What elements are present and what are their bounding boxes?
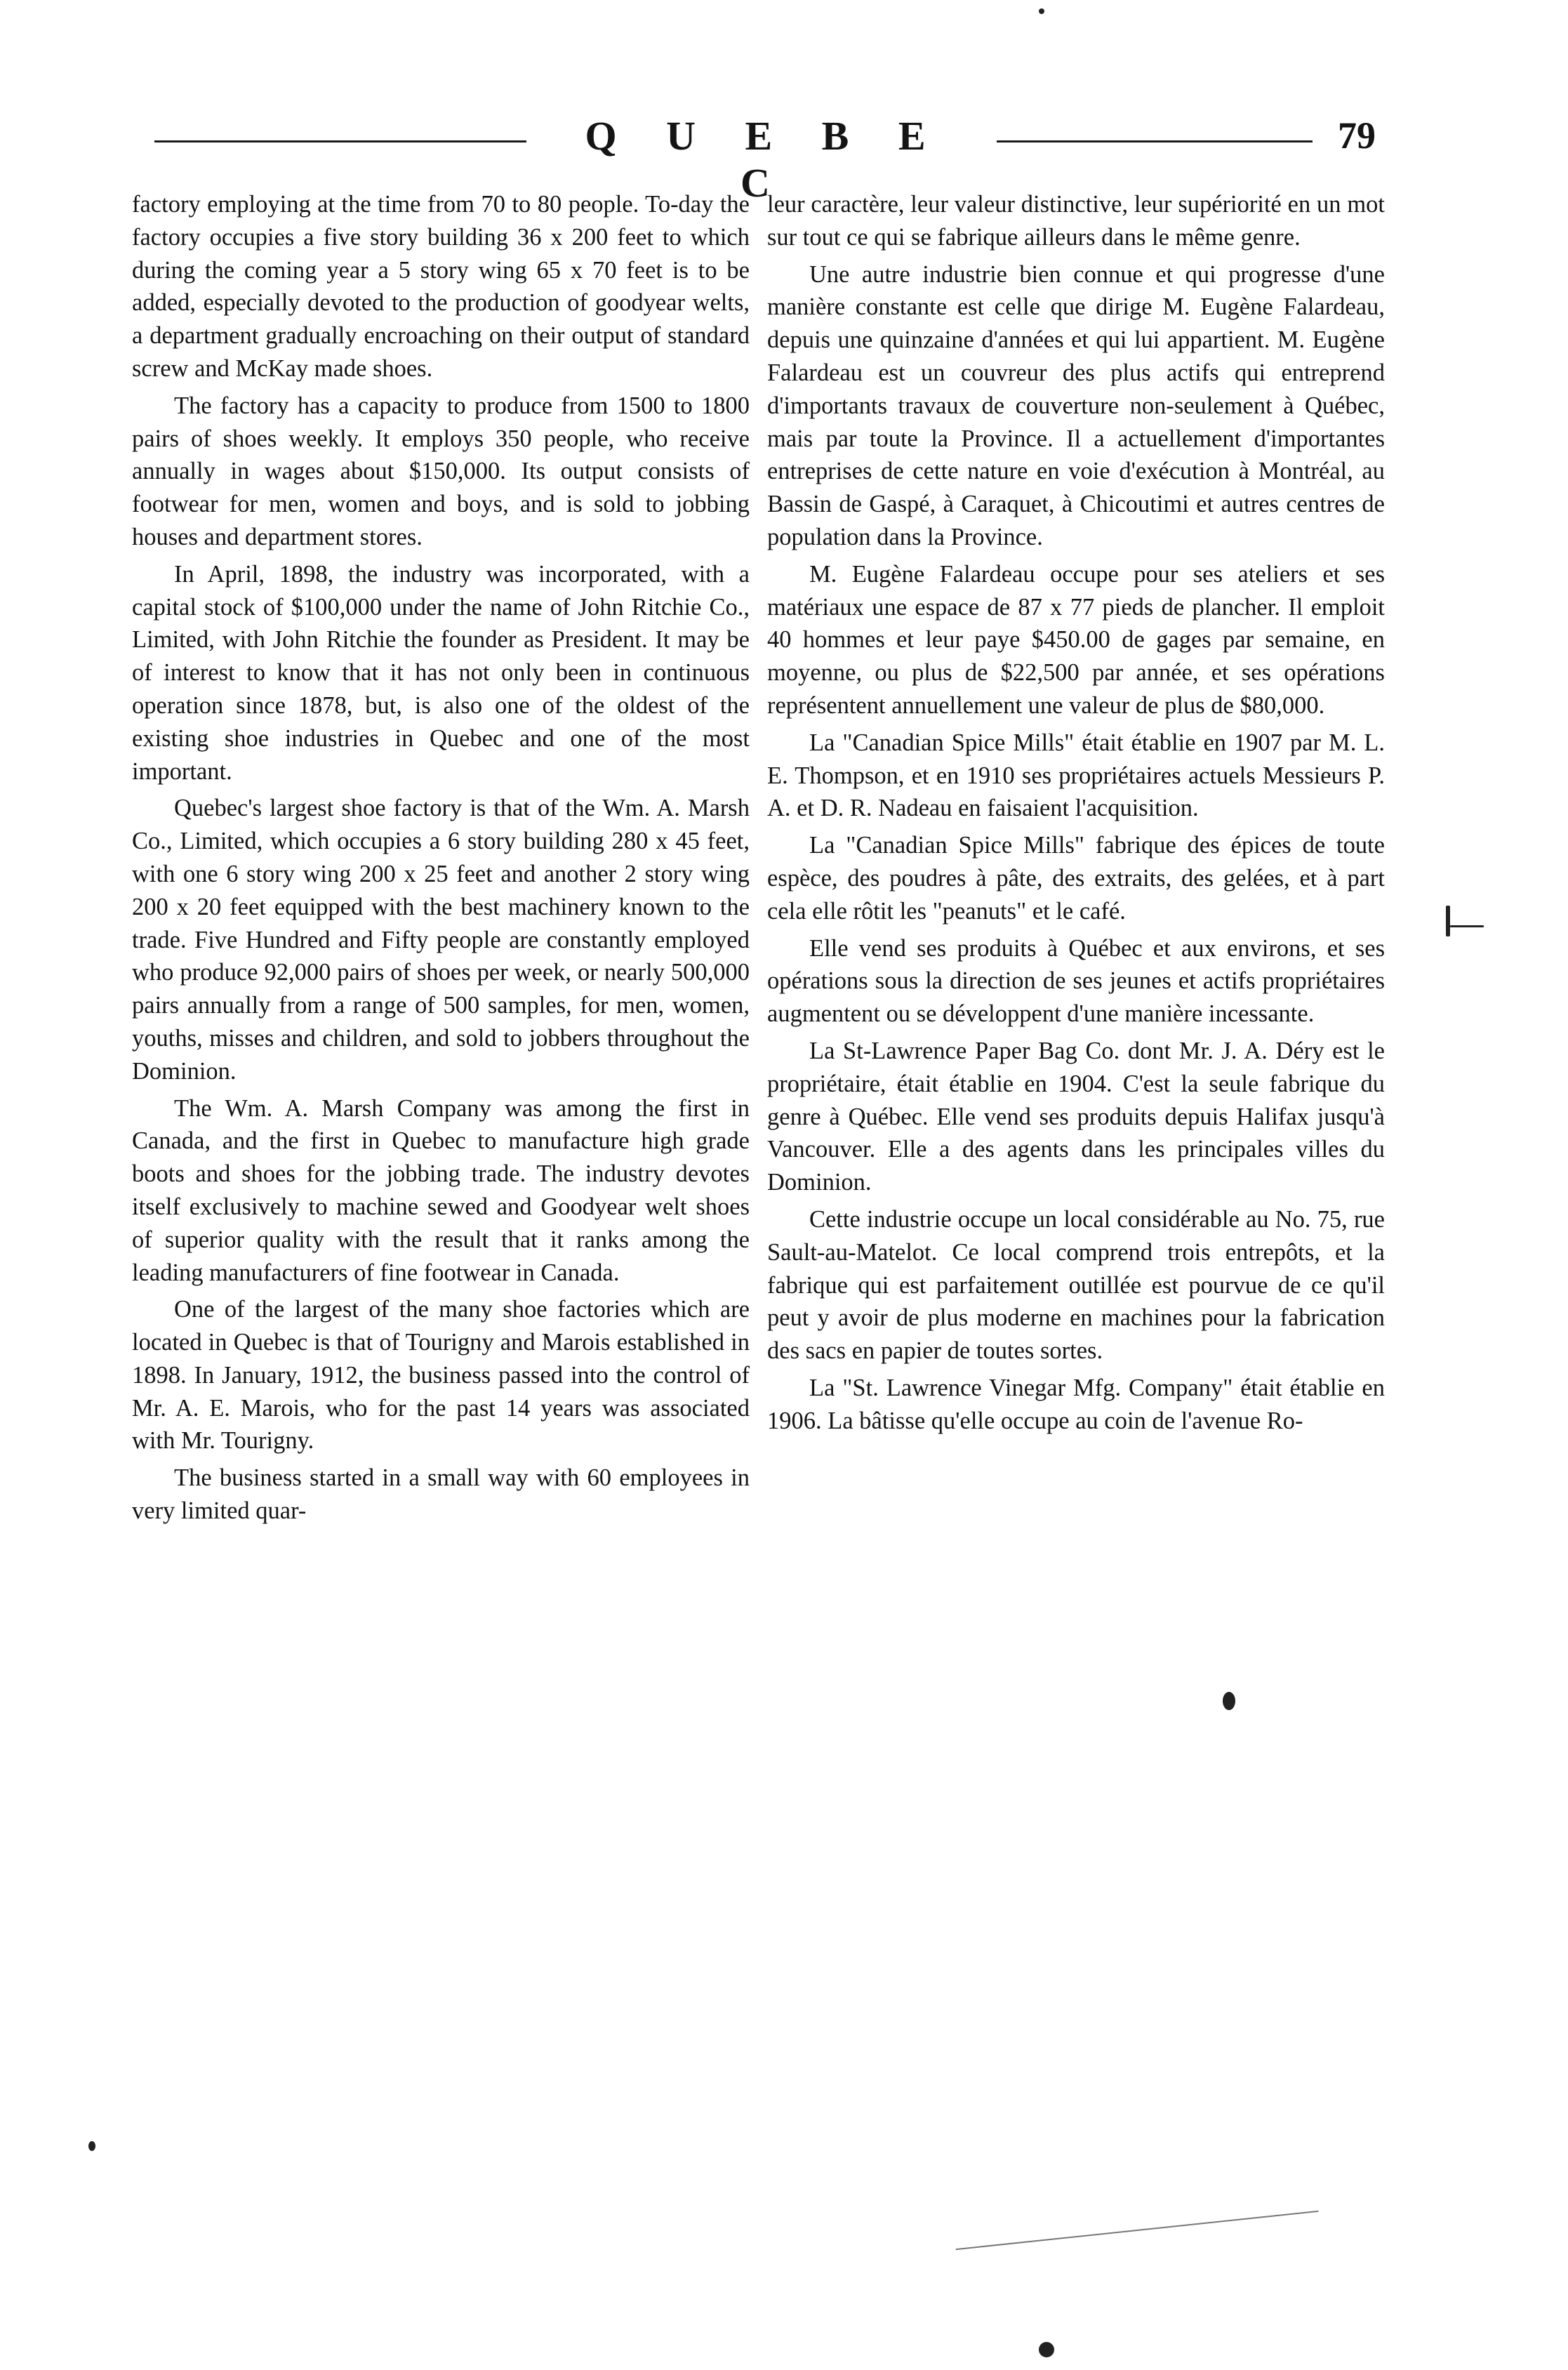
right-paragraph: Une autre industrie bien connue et qui progresse d'une manière constante est celle que dirige M. Eugène Falardeau, depuis une quinzaine d'années et qui lui appartient. M. Eugène Falardeau est un couvreur des plus actifs qui entreprend d'importants travaux de couverture non-seulement à Québec, mais par toute la Province. Il a actuellement d'importantes entreprises de cette nature en voie d'exécution à Montréal, au Bassin de Gaspé, à Caraquet, à Chicoutimi et autres centres de population dans la Province. [767, 260, 1385, 550]
running-title: Q U E B E C [585, 113, 945, 206]
running-header [154, 112, 1376, 206]
left-column [132, 188, 750, 1528]
left-paragraph: The factory has a capacity to produce from 1500 to 1800 pairs of shoes weekly. It employs 350 people, who receive annually in wages about $150,000. Its output consists of footwear for men, women and boys, and is sold to jobbing houses and department stores. [132, 392, 750, 550]
scan-speck [88, 2141, 95, 2151]
scan-speck [1450, 925, 1484, 927]
header-rule-left [154, 140, 526, 143]
right-paragraph: Cette industrie occupe un local considérable au No. 75, rue Sault-au-Matelot. Ce local comprend trois entrepôts, et la fabrique qui est parfaitement outillée est pourvue de ce qu'il peut y avoir de plus moderne en machines pour la fabrication des sacs en papier de toutes sortes. [767, 1205, 1385, 1365]
scan-speck [955, 2211, 1318, 2250]
right-paragraph: La "Canadian Spice Mills" était établie en 1907 par M. L. E. Thompson, et en 1910 ses propriétaires actuels Messieurs P. A. et D. R. Nadeau en faisaient l'acquisition. [767, 729, 1385, 822]
left-paragraph: In April, 1898, the industry was incorporated, with a capital stock of $100,000 under the name of John Ritchie Co., Limited, with John Ritchie the founder as President. It may be of interest to know that it has not only been in continuous operation since 1878, but, is also one of the oldest of the existing shoe industries in Quebec and one of the most important. [132, 560, 750, 785]
scan-speck [1446, 906, 1450, 936]
right-paragraph: leur caractère, leur valeur distinctive, leur supériorité en un mot sur tout ce qui se fabrique ailleurs dans le même genre. [767, 191, 1385, 251]
left-paragraph: Quebec's largest shoe factory is that of the Wm. A. Marsh Co., Limited, which occupies a 6 story building 280 x 45 feet, with one 6 story wing 200 x 25 feet and another 2 story wing 200 x 20 feet equipped with the best machinery known to the trade. Five Hundred and Fifty people are constantly employed who produce 92,000 pairs of shoes per week, or nearly 500,000 pairs annually from a range of 500 samples, for men, women, youths, misses and children, and sold to jobbers throughout the Dominion. [132, 795, 750, 1085]
left-paragraph: One of the largest of the many shoe factories which are located in Quebec is that of Tourigny and Marois established in 1898. In January, 1912, the business passed into the control of Mr. A. E. Marois, who for the past 14 years was associated with Mr. Tourigny. [132, 1296, 750, 1455]
right-paragraph: Elle vend ses produits à Québec et aux environs, et ses opérations sous la direction de ses jeunes et actifs propriétaires augmentent ou se développent d'une manière incessante. [767, 934, 1385, 1028]
page-number: 79 [1338, 114, 1376, 157]
scan-speck [1039, 8, 1044, 14]
header-rule-right [997, 140, 1313, 143]
right-paragraph: La St-Lawrence Paper Bag Co. dont Mr. J. A. Déry est le propriétaire, était établie en 1904. C'est la seule fabrique du genre à Québec. Elle vend ses produits depuis Halifax jusqu'à Vancouver. Elle a des agents dans les principales villes du Dominion. [767, 1037, 1385, 1196]
scan-speck [1223, 1692, 1235, 1710]
right-column [767, 188, 1385, 1437]
left-paragraph: The business started in a small way with 60 employees in very limited quar- [132, 1464, 750, 1525]
scan-speck [1039, 2342, 1054, 2357]
right-paragraph: M. Eugène Falardeau occupe pour ses ateliers et ses matériaux une espace de 87 x 77 pieds de plancher. Il emploit 40 hommes et leur paye $450.00 de gages par semaine, en moyenne, ou plus de $22,500 par année, et ses opérations représentent annuellement une valeur de plus de $80,000. [767, 560, 1385, 719]
right-paragraph: La "St. Lawrence Vinegar Mfg. Company" était établie en 1906. La bâtisse qu'elle occupe au coin de l'avenue Ro- [767, 1374, 1385, 1434]
left-paragraph: factory employing at the time from 70 to 80 people. To-day the factory occupies a five story building 36 x 200 feet to which during the coming year a 5 story wing 65 x 70 feet is to be added, especially devoted to the production of goodyear welts, a department gradually encroaching on their output of standard screw and McKay made shoes. [132, 191, 750, 382]
left-paragraph: The Wm. A. Marsh Company was among the first in Canada, and the first in Quebec to manufacture high grade boots and shoes for the jobbing trade. The industry devotes itself exclusively to machine sewed and Goodyear welt shoes of superior quality with the result that it ranks among the leading manufacturers of fine footwear in Canada. [132, 1094, 750, 1286]
right-paragraph: La "Canadian Spice Mills" fabrique des épices de toute espèce, des poudres à pâte, des extraits, des gelées, et à part cela elle rôtit les "peanuts" et le café. [767, 832, 1385, 925]
